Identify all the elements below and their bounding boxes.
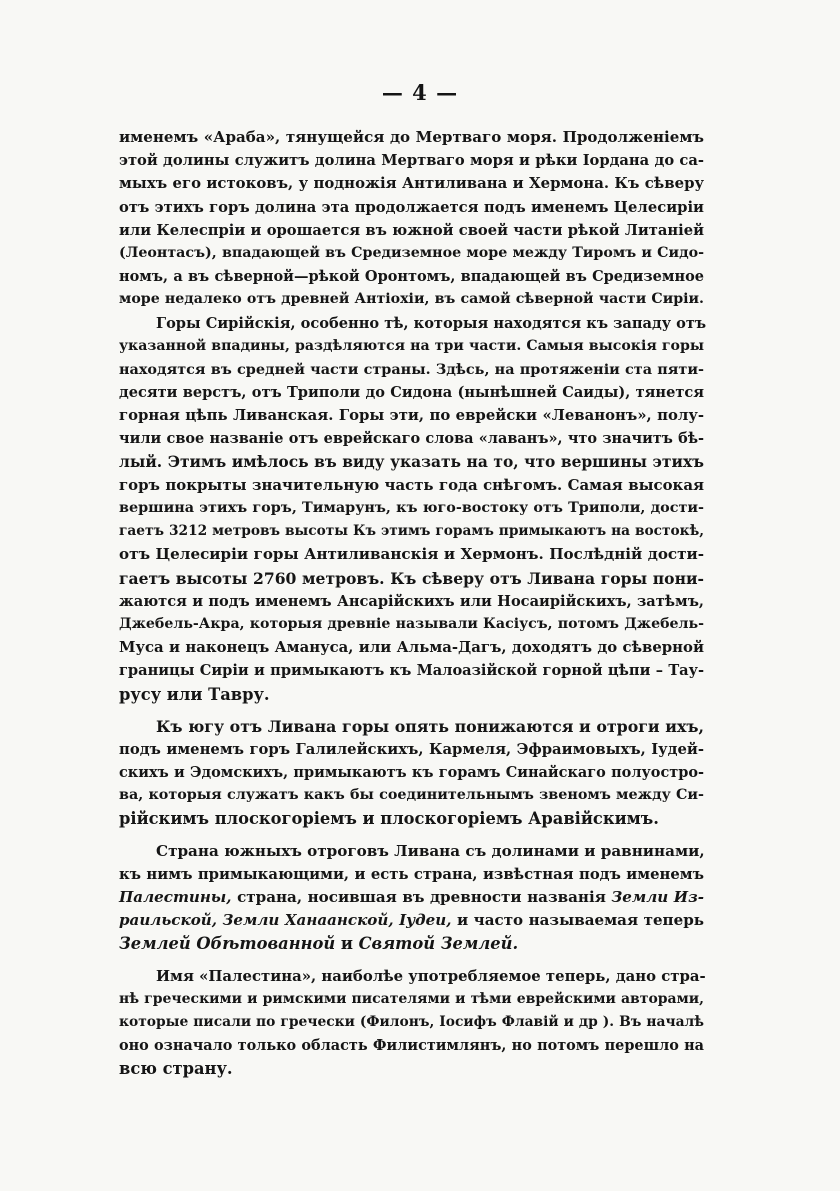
paragraph-2: [119, 312, 707, 706]
text-line: море недалеко отъ древней Антiохiи, въ самой сѣверной части Сирiи.: [119, 291, 704, 308]
text-line: всю страну.: [119, 1059, 233, 1079]
text-line: мыхъ его истоковъ, у подножiя Антиливана и Хермона. Къ сѣверу: [119, 174, 704, 193]
page-body: [119, 126, 707, 1081]
paragraph-5: [119, 965, 704, 1081]
text-line: этой долины служитъ долина Мертваго моря и рѣки Iордана до са-: [119, 152, 704, 170]
text-line: оно означало только область Филистимлянъ, но потомъ перешло на: [119, 1037, 704, 1055]
text-line: отъ этихъ горъ долина эта продолжается подъ именемъ Целесирiи: [119, 198, 704, 216]
text-line: нѣ греческими и римскими писателями и тѣми еврейскими авторами,: [119, 990, 704, 1007]
text-line: Имя «Палестина», наиболѣе употребляемое теперь, дано стра-: [156, 966, 706, 985]
text-line: подъ именемъ горъ Галилейскихъ, Кармеля, Эфраимовыхъ, Iудей-: [119, 740, 704, 758]
italic-term: Святой Землей.: [358, 934, 519, 954]
text-line: [119, 932, 704, 955]
text-line: отъ Целесирiи горы Антиливанскiя и Хермонъ. Послѣднiй дости-: [119, 545, 704, 564]
text-line: рiйскимъ плоскогорiемъ и плоскогорiемъ Аравiйскимъ.: [119, 809, 659, 829]
text-line: гаетъ 3212 метровъ высоты Къ этимъ горамъ примыкаютъ на востокѣ,: [119, 523, 704, 540]
text-line: десяти верстъ, отъ Триполи до Сидона (нынѣшней Саиды), тянется: [119, 384, 704, 402]
text-line: Горы Сирiйскiя, особенно тѣ, которыя находятся къ западу отъ: [156, 314, 707, 332]
text-line: Муса и наконецъ Аманусa, или Альма-Дагъ, доходятъ до сѣверной: [119, 638, 704, 657]
text-line: или Келеспрiи и орошается въ южной своей части рѣкой Литанiей: [119, 221, 704, 239]
text-line: указанной впадины, раздѣляются на три части. Самыя высокiя горы: [119, 337, 704, 354]
italic-term: Землей Обѣтованной: [119, 934, 336, 954]
text-fragment: страна, носившая въ древности названiя: [231, 888, 612, 906]
paragraph-1: [119, 126, 704, 312]
text-line: именемъ «Араба», тянущейся до Мертваго моря. Продолженiемъ: [119, 128, 704, 146]
text-line: ва, которыя служатъ какъ бы соединительнымъ звеномъ между Си-: [119, 787, 704, 804]
text-line: чили свое названiе отъ еврейскаго слова «лаванъ», что значитъ бѣ-: [119, 430, 704, 448]
paragraph-3: [119, 715, 704, 831]
text-line: горная цѣпь Ливанская. Горы эти, по еврейски «Леванонъ», полу-: [119, 406, 704, 425]
italic-term: Земли Из-: [611, 888, 704, 906]
italic-term: раильской, Земли Ханаанской, Iудеи,: [119, 911, 452, 930]
text-line: [119, 886, 704, 909]
text-line: лый. Этимъ имѣлось въ виду указать на то, что вершины этихъ: [119, 452, 704, 471]
text-line: скихъ и Эдомскихъ, примыкаютъ къ горамъ Синайскаго полуостро-: [119, 764, 704, 782]
paragraph-4: [119, 840, 704, 956]
text-line: къ нимъ примыкающими, и есть страна, извѣстная подъ именемъ: [119, 865, 704, 883]
italic-term: Палестины,: [119, 888, 232, 906]
text-fragment: и часто называемая теперь: [451, 911, 705, 930]
text-line: (Леонтасъ), впадающей въ Средиземное море между Тиромъ и Сидо-: [119, 244, 704, 261]
text-line: русу или Тавру.: [119, 684, 270, 704]
page-number: — 4 —: [381, 80, 459, 105]
text-line: Джебель-Акра, которыя древнiе называли Касiусъ, потомъ Джебель-: [119, 615, 704, 632]
text-line: границы Сирiи и примыкаютъ къ Малоазiйской горной цѣпи – Тау-: [119, 662, 704, 680]
text-line: жаются и подъ именемъ Ансарiйскихъ или Носаирiйскихъ, затѣмъ,: [119, 592, 704, 610]
text-line: номъ, а въ сѣверной—рѣкой Оронтомъ, впадающей въ Средиземное: [119, 268, 704, 286]
text-line: вершина этихъ горъ, Тимарунъ, къ юго-востоку отъ Триполи, дости-: [119, 500, 704, 516]
text-line: которые писали по гречески (Филонъ, Iосифъ Флавiй и др ). Въ началѣ: [119, 1013, 704, 1030]
text-line: гаетъ высоты 2760 метровъ. Къ сѣверу отъ Ливана горы пони-: [119, 568, 704, 588]
text-line: горъ покрыты значительную часть года снѣгомъ. Самая высокая: [119, 475, 704, 494]
text-line: [119, 909, 704, 932]
text-line: Къ югу отъ Ливана горы опять понижаются и отроги ихъ,: [156, 716, 704, 736]
text-line: находятся въ средней части страны. Здѣсь, на протяженiи ста пяти-: [119, 360, 704, 378]
text-line: Страна южныхъ отроговъ Ливана съ долинами и равнинами,: [156, 841, 705, 860]
text-fragment: и: [335, 934, 359, 954]
